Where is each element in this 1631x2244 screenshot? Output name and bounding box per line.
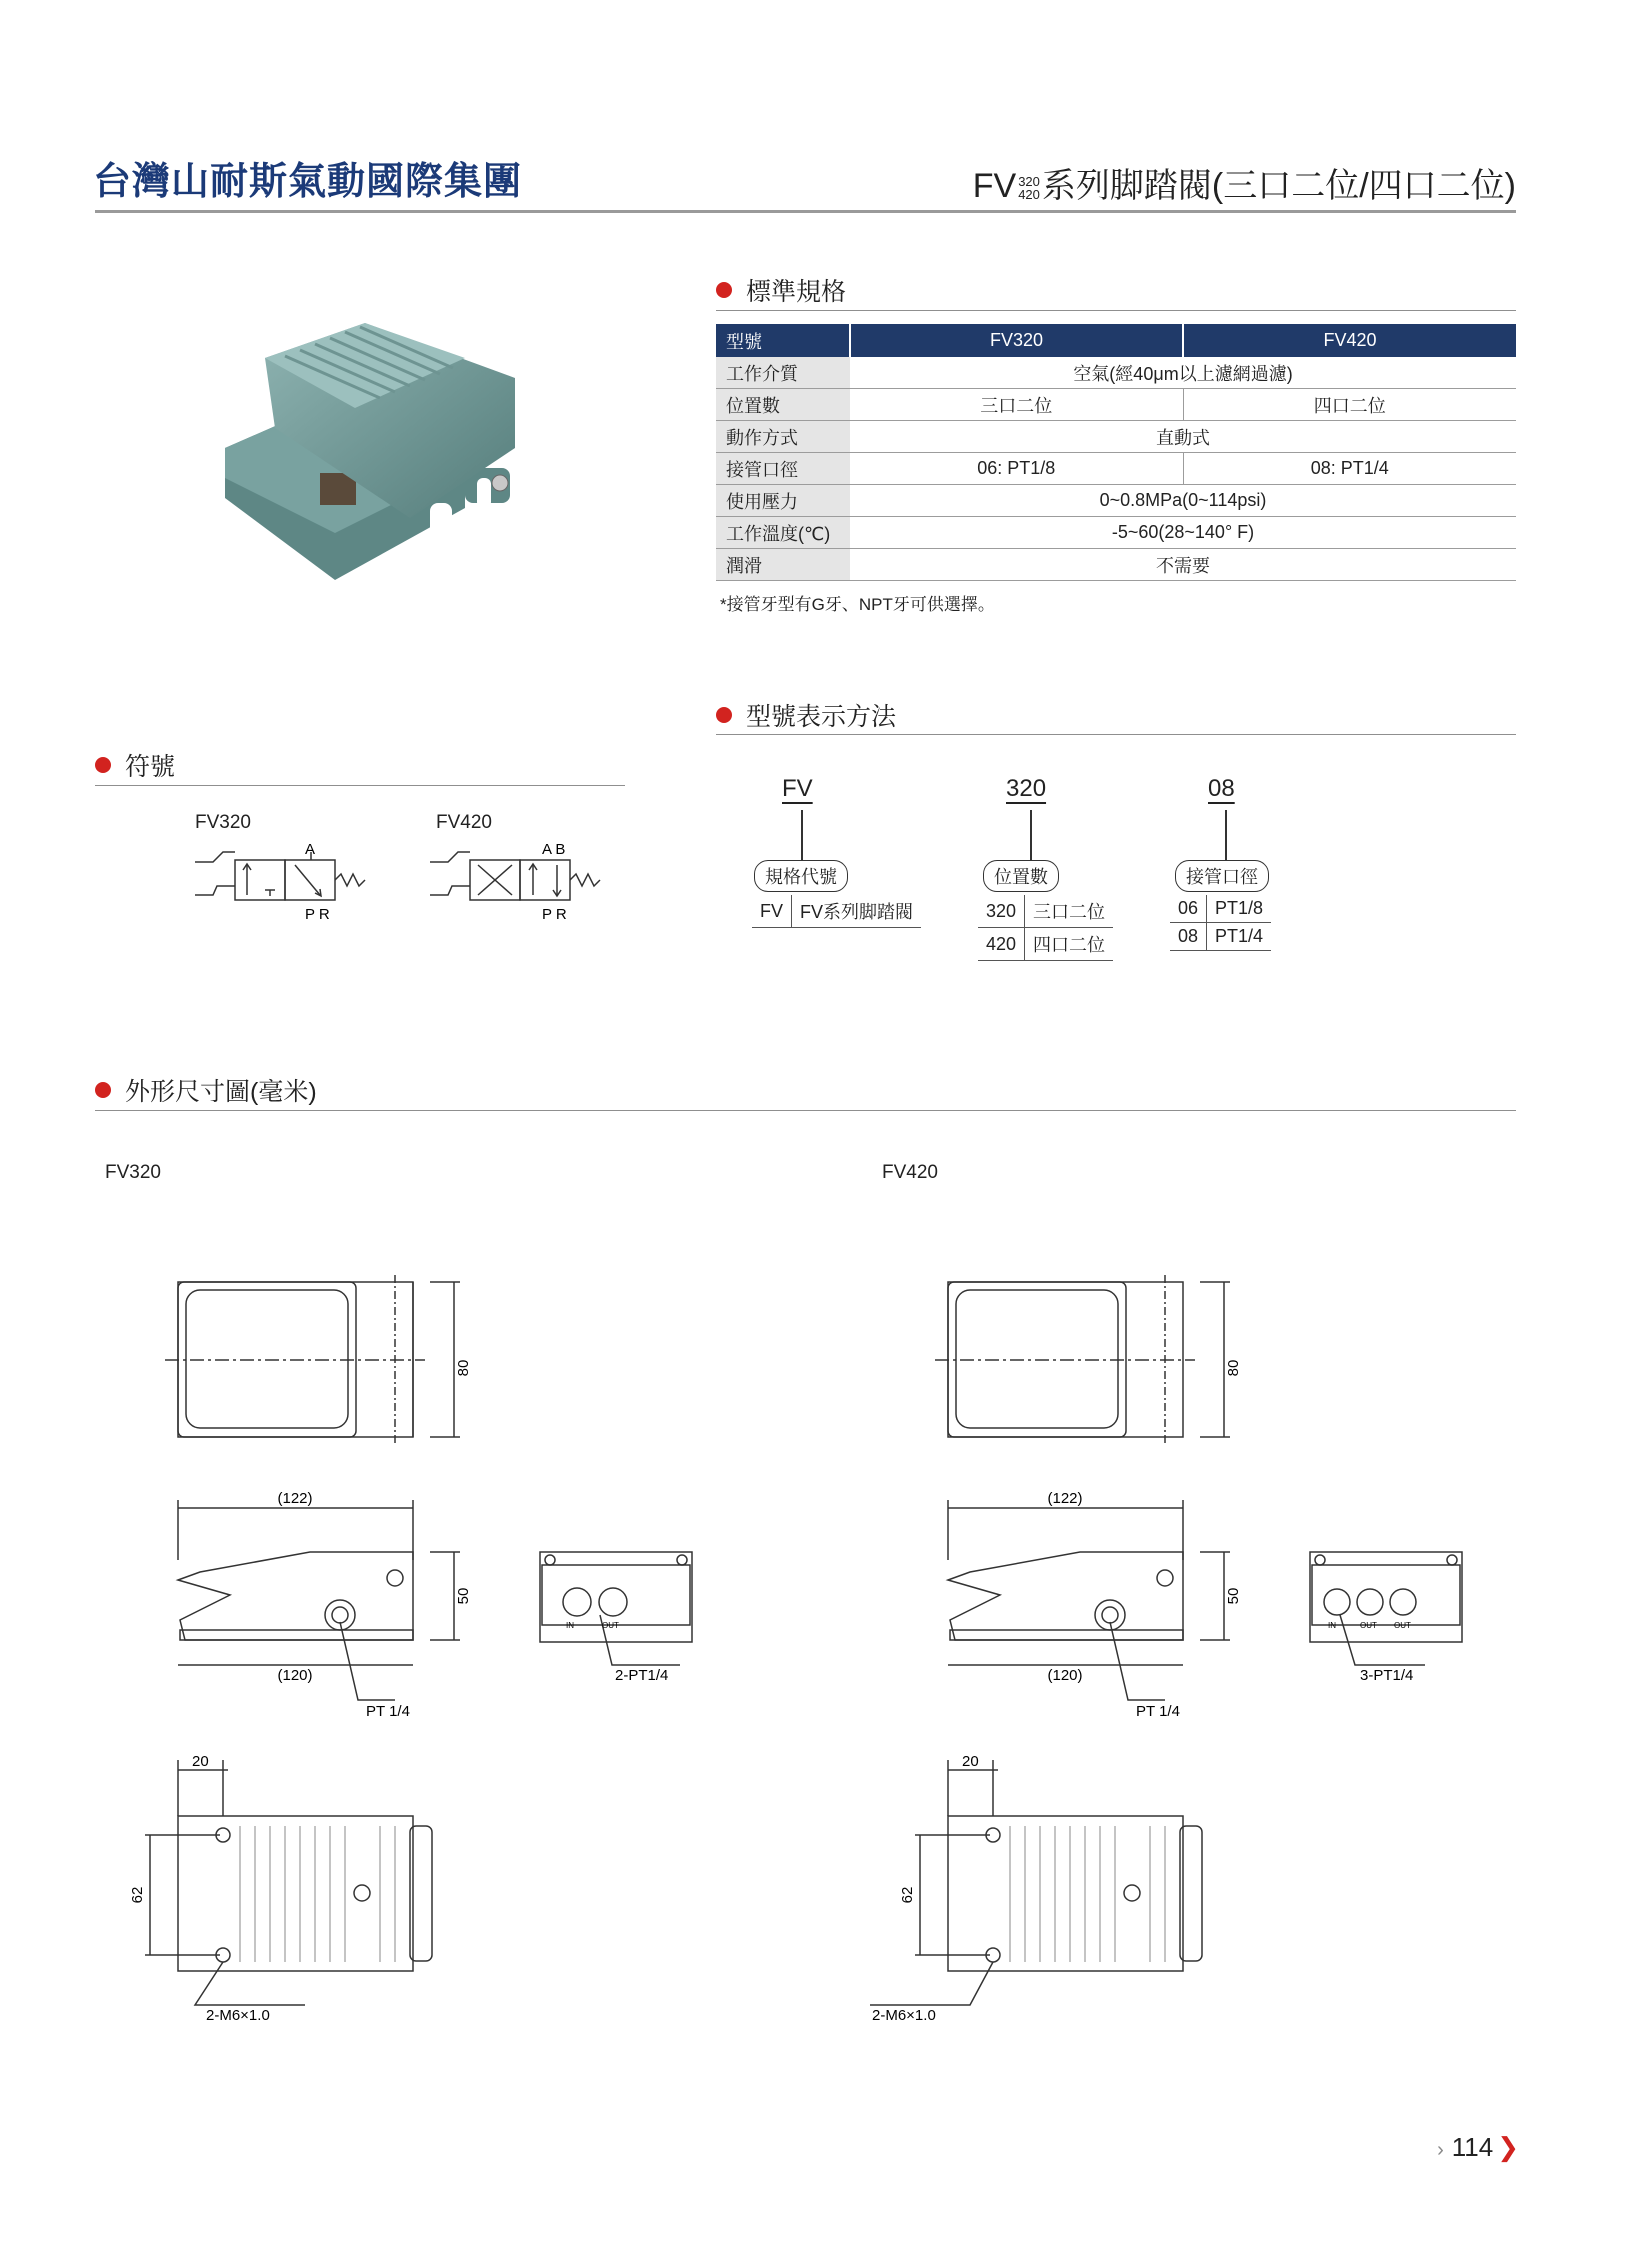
fv420-drawings: [872, 1260, 1500, 2030]
spec-note: *接管牙型有G牙、NPT牙可供選擇。: [720, 595, 995, 614]
code-key: 08: [1170, 923, 1207, 951]
spec-value: 直動式: [850, 421, 1516, 453]
spec-label: 動作方式: [716, 421, 850, 453]
code-key: FV: [752, 895, 792, 928]
spec-header-fv320: FV320: [850, 324, 1183, 357]
spec-value: -5~60(28~140° F): [850, 517, 1516, 549]
code-label-pill: 規格代號: [754, 860, 848, 892]
spec-value-fv320: 三口二位: [850, 389, 1183, 421]
code-key: 320: [978, 895, 1025, 928]
code-desc: PT1/8: [1207, 895, 1272, 923]
bullet-dot-icon: [716, 282, 732, 298]
table-row: [716, 453, 1516, 485]
port-a-text: A: [305, 841, 316, 858]
in-label: IN: [1328, 1621, 1336, 1630]
spec-value-fv420: 08: PT1/4: [1183, 453, 1516, 485]
spec-label: 潤滑: [716, 549, 850, 581]
out-label: OUT: [1394, 1621, 1411, 1630]
code-connector: [1030, 810, 1032, 860]
dim-pitch-text: 62: [129, 1886, 146, 1904]
dim-width-text: 80: [1225, 1359, 1242, 1377]
code-desc: 四口二位: [1025, 928, 1114, 961]
title-rest: 系列脚踏閥(三口二位/四口二位): [1041, 167, 1516, 205]
dim-length-top-text: (122): [1047, 1490, 1083, 1507]
spec-value-fv420: 四口二位: [1183, 389, 1516, 421]
spec-header-row: [716, 324, 1516, 357]
code-connector: [801, 810, 803, 860]
out-label: OUT: [602, 1621, 619, 1630]
spec-label: 工作介質: [716, 357, 850, 389]
table-row: [1170, 923, 1271, 951]
spec-table: [716, 324, 1516, 581]
spec-value: 0~0.8MPa(0~114psi): [850, 485, 1516, 517]
header-rule: [95, 210, 1516, 213]
dim-offset-text: 20: [962, 1753, 979, 1770]
spec-label: 接管口徑: [716, 453, 850, 485]
table-row: [716, 485, 1516, 517]
chevron-right-red-icon: ❯: [1497, 2132, 1519, 2162]
table-row: [716, 389, 1516, 421]
code-fv: FV: [782, 775, 813, 802]
dim-length-top-text: (122): [277, 1490, 313, 1507]
symbol-section-title: [95, 747, 175, 783]
spec-label: 位置數: [716, 389, 850, 421]
table-row: [716, 517, 1516, 549]
code-connector: [1225, 810, 1227, 860]
chevron-right-icon: ›: [1437, 2139, 1444, 2161]
dim-length-bottom-text: (120): [1047, 1667, 1083, 1684]
spec-title-text: 標準規格: [746, 278, 847, 306]
title-sub-top: 320: [1018, 174, 1040, 190]
foot-pedal-image: [215, 318, 535, 580]
spec-value-fv320: 06: PT1/8: [850, 453, 1183, 485]
dimension-section-rule: [95, 1110, 1516, 1111]
symbol-fv420-diagram: [430, 840, 625, 923]
code-desc: FV系列脚踏閥: [792, 895, 922, 928]
port-ab-text: A B: [542, 841, 566, 858]
table-row: [752, 895, 921, 928]
bullet-dot-icon: [95, 757, 111, 773]
table-row: [716, 549, 1516, 581]
code-table-fv: [752, 895, 921, 928]
code-port: 08: [1208, 775, 1235, 802]
dim-length-bottom-text: (120): [277, 1667, 313, 1684]
port-pr-text: P R: [305, 906, 330, 923]
code-desc: 三口二位: [1025, 895, 1114, 928]
spec-value: 不需要: [850, 549, 1516, 581]
port-pt-text: PT 1/4: [1136, 1703, 1180, 1720]
code-table-port: [1170, 895, 1271, 951]
page-number: [1437, 2132, 1519, 2163]
title-subscript: [1018, 175, 1040, 201]
title-sub-bottom: 420: [1018, 187, 1040, 203]
page-title: [973, 158, 1516, 207]
model-section-title: [716, 697, 896, 733]
bullet-dot-icon: [95, 1082, 111, 1098]
port-pr-text: P R: [542, 906, 567, 923]
spec-section-title: [716, 272, 846, 308]
spec-label: 使用壓力: [716, 485, 850, 517]
code-desc: PT1/4: [1207, 923, 1272, 951]
spec-value: 空氣(經40μm以上濾網過濾): [850, 357, 1516, 389]
spec-label: 工作溫度(℃): [716, 517, 850, 549]
code-key: 06: [1170, 895, 1207, 923]
dimension-section-title: [95, 1072, 317, 1108]
dim-width-text: 80: [455, 1359, 472, 1377]
mount-holes-text: 2-M6×1.0: [206, 2007, 270, 2024]
dimension-title-text: 外形尺寸圖(毫米): [125, 1078, 317, 1106]
spec-header-fv420: FV420: [1183, 324, 1516, 357]
out-label: OUT: [1360, 1621, 1377, 1630]
code-position: 320: [1006, 775, 1047, 802]
spec-section-rule: [716, 310, 1516, 311]
dimension-fv320-label: FV320: [105, 1162, 161, 1183]
dim-height-text: 50: [455, 1587, 472, 1605]
symbol-fv420-label: FV420: [436, 812, 492, 833]
model-section-rule: [716, 734, 1516, 735]
company-name: 台灣山耐斯氣動國際集團: [93, 158, 523, 203]
port-pt-text: PT 1/4: [366, 1703, 410, 1720]
symbol-fv320-diagram: [195, 840, 390, 923]
code-label-pill: 位置數: [983, 860, 1059, 892]
model-title-text: 型號表示方法: [746, 703, 897, 731]
dimension-fv420-label: FV420: [882, 1162, 938, 1183]
table-row: [978, 928, 1113, 961]
table-row: [716, 357, 1516, 389]
bullet-dot-icon: [716, 707, 732, 723]
symbol-title-text: 符號: [125, 753, 176, 781]
code-table-position: [978, 895, 1113, 961]
title-prefix: FV: [972, 167, 1017, 205]
table-row: [978, 895, 1113, 928]
code-key: 420: [978, 928, 1025, 961]
table-row: [716, 421, 1516, 453]
in-label: IN: [566, 1621, 574, 1630]
table-row: [1170, 895, 1271, 923]
fv320-drawings: [130, 1260, 730, 2030]
mount-holes-text: 2-M6×1.0: [872, 2007, 936, 2024]
dim-height-text: 50: [1225, 1587, 1242, 1605]
dim-offset-text: 20: [192, 1753, 209, 1770]
ports-count-text: 2-PT1/4: [615, 1667, 669, 1684]
page-number-text: 114: [1451, 2132, 1494, 2162]
ports-count-text: 3-PT1/4: [1360, 1667, 1414, 1684]
dim-pitch-text: 62: [899, 1886, 916, 1904]
spec-header-model: 型號: [716, 324, 850, 357]
symbol-fv320-label: FV320: [195, 812, 251, 833]
code-label-pill: 接管口徑: [1175, 860, 1269, 892]
symbol-section-rule: [95, 785, 625, 786]
